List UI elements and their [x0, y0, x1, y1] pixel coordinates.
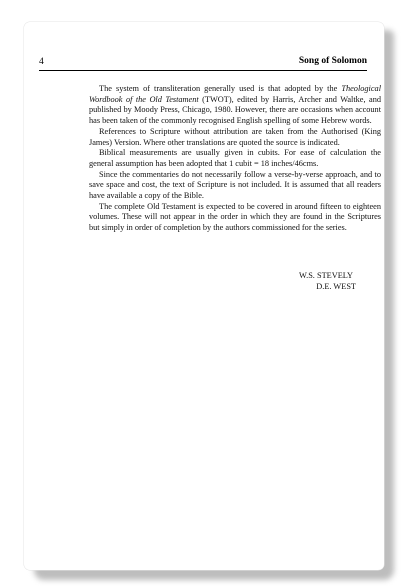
running-header — [39, 56, 367, 71]
paragraph-text: The system of transliteration generally used is that adopted by the — [99, 84, 342, 93]
paragraph-text: (TWOT), edited by Harris, Archer and Waltke, and published by Moody Press, Chicago, 1980. However, there are occasions when account has been taken of the commonly recognised English spelling of some Hebrew words. — [89, 94, 381, 126]
page-number: 4 — [39, 57, 44, 67]
paragraph-measurements: Biblical measurements are usually given in cubits. For ease of calculation the general assumption has been adopted that 1 cubit = 18 inches/46cms. — [89, 148, 381, 168]
signature-stevely: W.S. STEVELY — [299, 271, 353, 280]
book-page — [24, 22, 384, 570]
signatures — [299, 271, 356, 292]
paragraph-transliteration — [89, 84, 381, 127]
signature-west: D.E. WEST — [316, 281, 356, 291]
paragraph-scripture-references: References to Scripture without attribution are taken from the Authorised (King James) Version. Where other translations are quoted the source is indicated. — [89, 126, 381, 147]
running-title: Song of Solomon — [298, 56, 367, 66]
paragraph-series-volumes: The complete Old Testament is expected to be covered in around fifteen to eighteen volumes. These will not appear in the order in which they are found in the Scriptures but simply in order of completion by the authors commissioned for the series. — [89, 201, 381, 233]
paragraph-commentary-approach: Since the commentaries do not necessarily follow a verse-by-verse approach, and to save space and cost, the text of Scripture is not included. It is assumed that all readers have available a copy of the Bible. — [89, 169, 381, 201]
body-text — [89, 84, 381, 234]
book-title-italic: Theological Wordbook of the Old Testament — [89, 84, 381, 104]
